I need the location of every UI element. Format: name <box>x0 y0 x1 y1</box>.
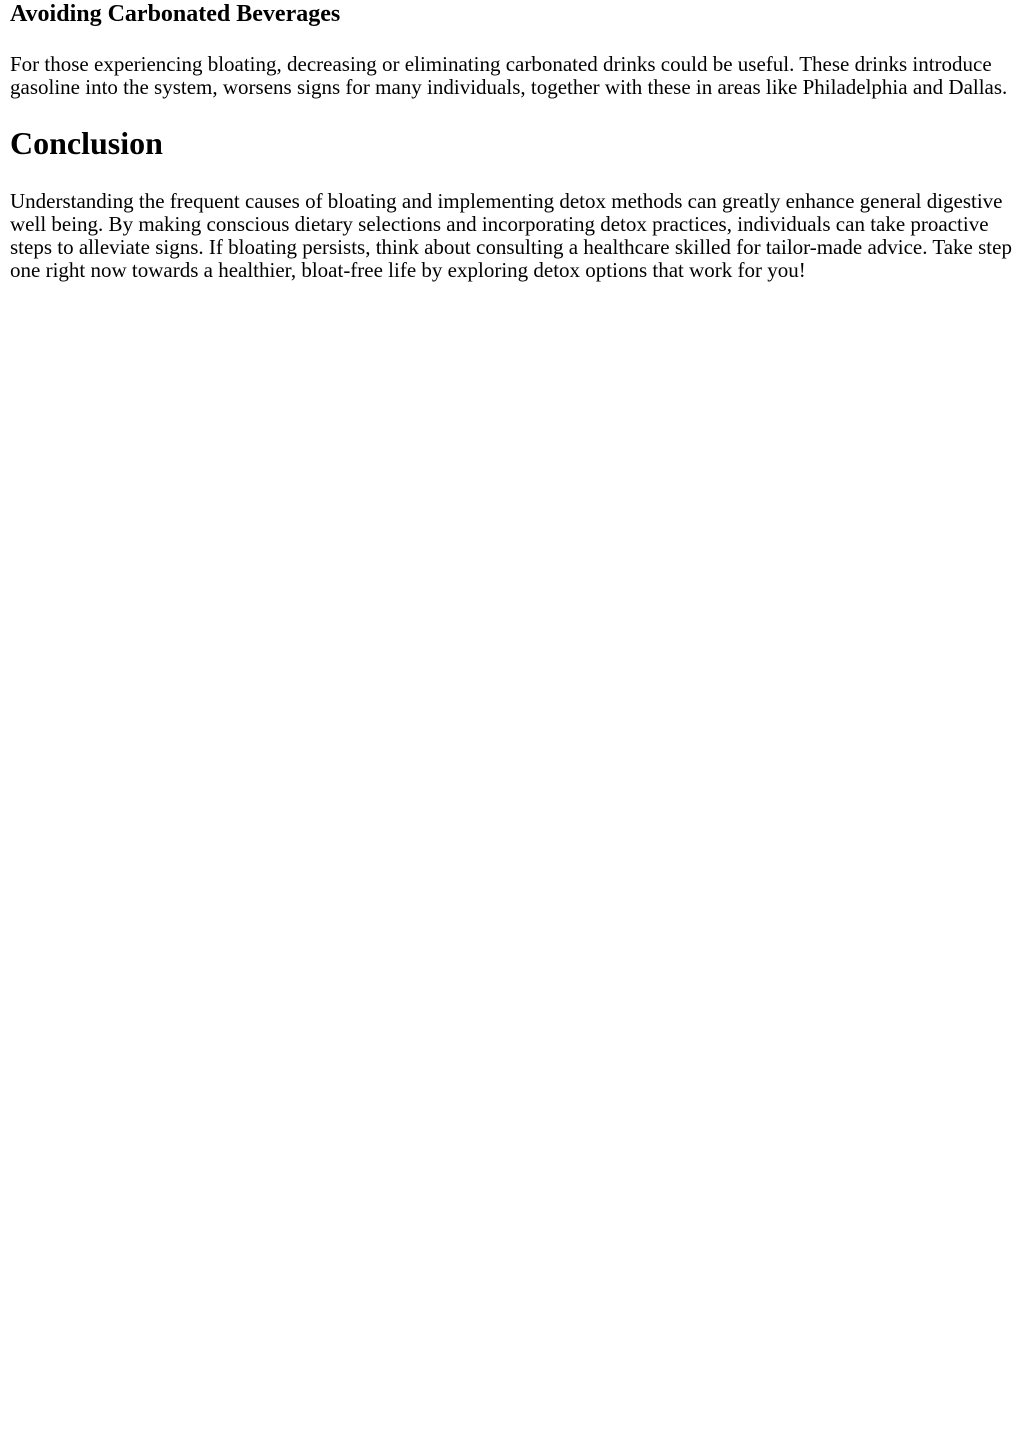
conclusion-heading: Conclusion <box>10 125 163 161</box>
conclusion-paragraph: Understanding the frequent causes of bloating and implementing detox methods can greatly enhance general digestive well being. By making conscious dietary selections and incorporating detox practices, individuals can take proactive steps to alleviate signs. If bloating persists, think about consulting a healthcare skilled for tailor-made advice. Take step one right now towards a healthier, bloat-free life by exploring detox options that work for you! <box>10 189 1012 282</box>
carbonated-beverages-heading: Avoiding Carbonated Beverages <box>10 1 341 27</box>
article-body <box>0 0 1024 282</box>
carbonated-beverages-paragraph: For those experiencing bloating, decreasing or eliminating carbonated drinks could be useful. These drinks introduce gasoline into the system, worsens signs for many individuals, together with these in areas like Philadelphia and Dallas. <box>10 52 1008 99</box>
